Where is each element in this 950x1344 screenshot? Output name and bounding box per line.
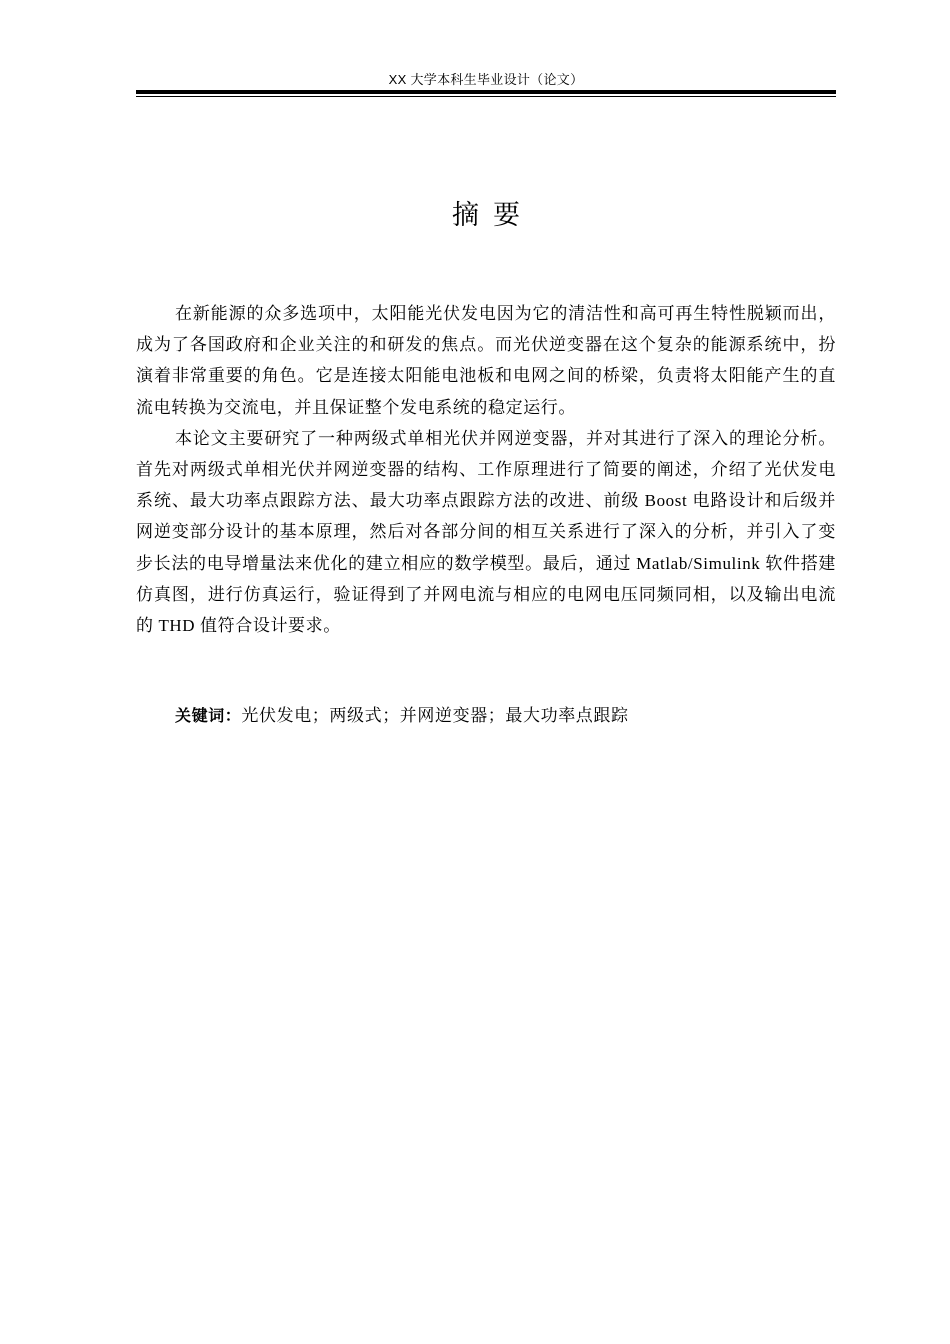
header-title: XX 大学本科生毕业设计（论文） xyxy=(388,72,584,87)
header-rule-thick xyxy=(136,90,836,94)
keywords-label: 关键词： xyxy=(175,706,242,725)
abstract-body xyxy=(136,298,836,641)
keywords-line xyxy=(175,700,836,731)
abstract-paragraph-2: 本论文主要研究了一种两级式单相光伏并网逆变器，并对其进行了深入的理论分析。首先对两级式单相光伏并网逆变器的结构、工作原理进行了简要的阐述，介绍了光伏发电系统、最大功率点跟踪方法、最大功率点跟踪方法的改进、前级 Boost 电路设计和后级并网逆变部分设计的基本原理，然后对各部分间的相互关系进行了深入的分析，并引入了变步长法的电导增量法来优化的建立相应的数学模型。最后，通过 Matlab/Simulink 软件搭建仿真图，进行仿真运行，验证得到了并网电流与相应的电网电压同频同相，以及输出电流的 THD 值符合设计要求。 xyxy=(136,428,836,636)
abstract-title: 摘要 xyxy=(452,200,534,231)
keywords-value: 光伏发电；两级式；并网逆变器；最大功率点跟踪 xyxy=(241,706,629,725)
page-header xyxy=(136,68,836,98)
abstract-paragraph-1: 在新能源的众多选项中，太阳能光伏发电因为它的清洁性和高可再生特性脱颖而出，成为了各国政府和企业关注的和研发的焦点。而光伏逆变器在这个复杂的能源系统中，扮演着非常重要的角色。它是连接太阳能电池板和电网之间的桥梁，负责将太阳能产生的直流电转换为交流电，并且保证整个发电系统的稳定运行。 xyxy=(136,304,836,417)
header-rule-thin xyxy=(136,96,836,97)
